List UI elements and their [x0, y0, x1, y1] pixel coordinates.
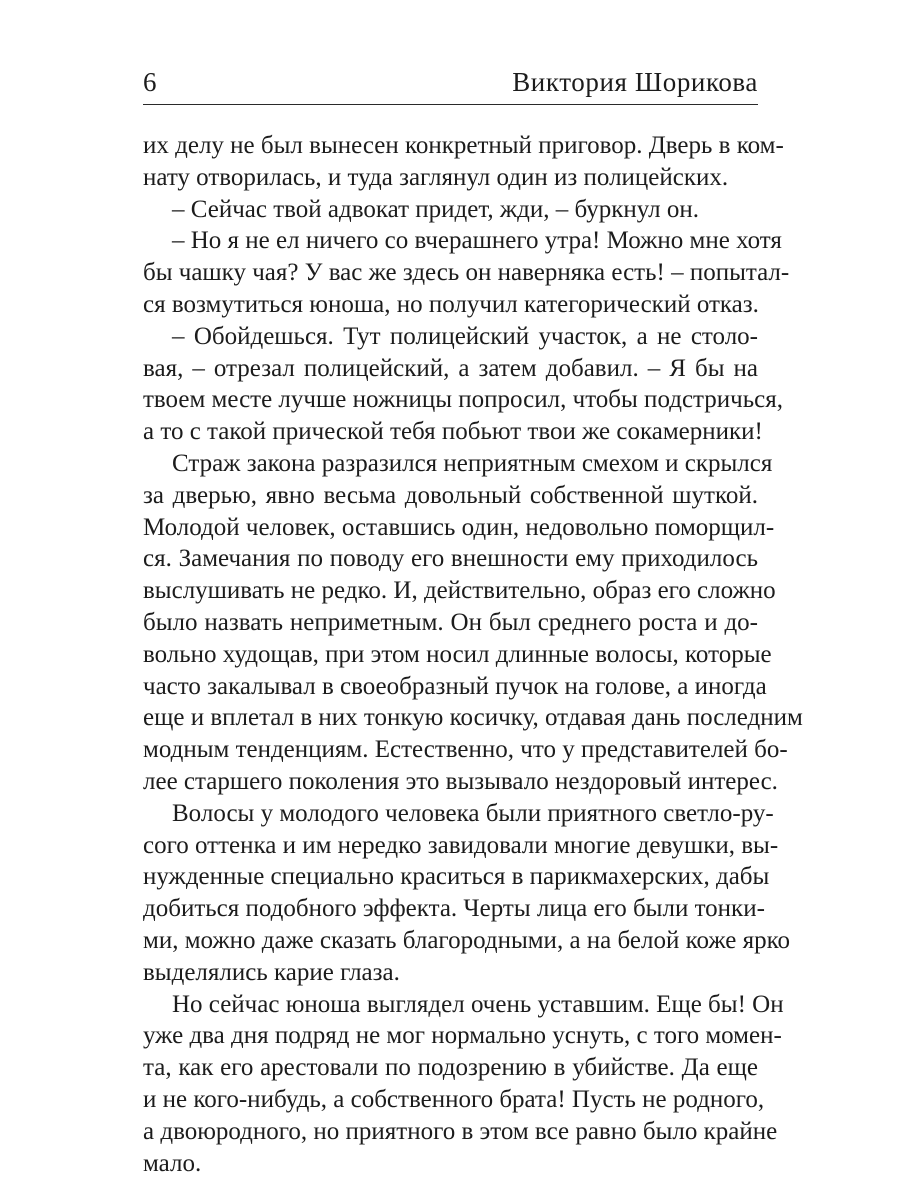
text-line: – Но я не ел ничего со вчерашнего утра! Можно мне хотя: [172, 227, 782, 255]
text-line: сого оттенка и им нередко завидовали многие девушки, вы-: [143, 831, 779, 859]
text-line: и не кого-нибудь, а собственного брата! Пусть не родного,: [143, 1085, 765, 1113]
text-line: выделялись карие глаза.: [143, 958, 400, 986]
page-number: 6: [143, 67, 157, 97]
text-line: бы чашку чая? У вас же здесь он наверняка есть! – попытал-: [143, 259, 790, 287]
text-line: нужденные специально краситься в парикмахерских, дабы: [143, 863, 770, 891]
text-line: мало.: [143, 1149, 202, 1177]
author-name: Виктория Шорикова: [512, 67, 758, 97]
text-line: Волосы у молодого человека были приятного светло-ру-: [172, 799, 774, 827]
text-line: лее старшего поколения это вызывало нездоровый интерес.: [143, 767, 778, 795]
running-header: [143, 64, 758, 105]
text-line: выслушивать не редко. И, действительно, образ его сложно: [143, 577, 776, 605]
text-line: ми, можно даже сказать благородными, а на белой коже ярко: [143, 926, 791, 954]
body-text: [143, 130, 803, 1179]
text-line: а то с такой прической тебя побьют твои же сокамерники!: [143, 418, 763, 446]
text-line: уже два дня подряд не мог нормально уснуть, с того момен-: [143, 1022, 782, 1050]
text-line: твоем месте лучше ножницы попросил, чтобы подстричься,: [143, 386, 783, 414]
text-line: их делу не был вынесен конкретный приговор. Дверь в ком-: [143, 132, 784, 159]
text-line: было назвать неприметным. Он был среднего роста и до-: [143, 608, 758, 636]
text-line: та, как его арестовали по подозрению в убийстве. Да еще: [143, 1054, 758, 1082]
text-line: модным тенденциям. Естественно, что у представителей бо-: [143, 736, 788, 764]
text-line: Страж закона разразился неприятным смехом и скрылся: [172, 449, 773, 477]
text-line: вая, – отрезал полицейский, а затем добавил. – Я бы на: [143, 354, 758, 382]
text-line: ся возмутиться юноша, но получил категорический отказ.: [143, 290, 759, 318]
text-line: а двоюродного, но приятного в этом все равно было крайне: [143, 1117, 778, 1145]
text-line: – Сейчас твой адвокат придет, жди, – буркнул он.: [172, 195, 700, 223]
text-line: вольно худощав, при этом носил длинные волосы, которые: [143, 640, 772, 668]
text-line: – Обойдешься. Тут полицейский участок, а не столо-: [172, 322, 758, 350]
text-line: за дверью, явно весьма довольный собственной шуткой.: [143, 481, 758, 509]
book-page: [143, 0, 803, 1200]
text-line: нату отворилась, и туда заглянул один из полицейских.: [143, 163, 729, 191]
text-line: еще и вплетал в них тонкую косичку, отдавая дань последним: [143, 704, 803, 732]
text-line: добиться подобного эффекта. Черты лица его были тонки-: [143, 895, 765, 923]
text-line: Молодой человек, оставшись один, недовольно поморщил-: [143, 513, 775, 541]
text-line: часто закалывал в своеобразный пучок на голове, а иногда: [143, 672, 767, 700]
text-line: Но сейчас юноша выглядел очень уставшим. Еще бы! Он: [172, 990, 784, 1018]
text-line: ся. Замечания по поводу его внешности ему приходилось: [143, 545, 758, 573]
